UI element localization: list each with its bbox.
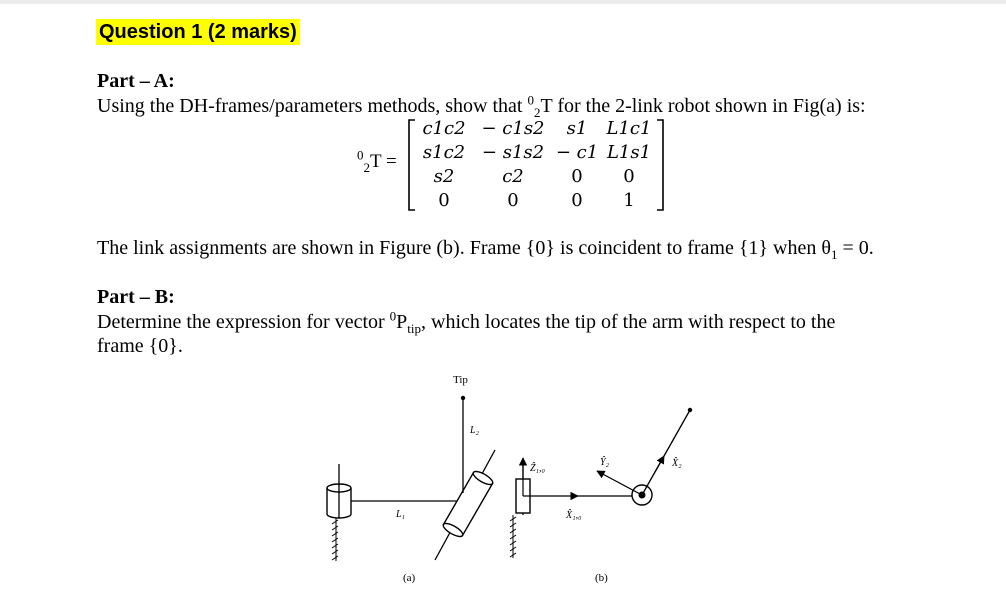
l1-label: L₁ [396, 509, 406, 520]
matrix-cell: s1c2 [422, 142, 466, 163]
matrix-cell: c1c2 [422, 118, 466, 139]
caption-b: (b) [595, 572, 608, 584]
part-b-label: Part – B: [97, 286, 175, 308]
tip-label: Tip [453, 374, 468, 386]
matrix-cell: c2 [502, 166, 524, 187]
y2-label: Ŷ₂ [600, 457, 610, 468]
y2-axis-arrow [597, 471, 642, 495]
link2-b [642, 410, 690, 495]
link-assignment-note: The link assignments are shown in Figure (b). Frame {0} is coincident to frame {1} when $\theta_1 = 0$. [97, 237, 874, 262]
l2-label: L₂ [470, 425, 480, 436]
matrix-cell: − c1 [555, 142, 599, 163]
z10-label: Ẑ₁,₀ [530, 463, 546, 474]
matrix-cell: 0 [507, 190, 519, 211]
matrix-cell: − c1s2 [481, 118, 545, 139]
tip-point [461, 396, 465, 400]
part-b-text: Determine the expression for vector $^0P_{tip}$, which locates the tip of the arm with respect to the [97, 308, 836, 336]
part-a-text: Using the DH-frames/parameters methods, show that $^0_2$T for the 2-link robot shown in Fig(a) is: [97, 92, 866, 120]
transform-matrix [405, 117, 667, 213]
figure-b [510, 408, 692, 584]
caption-a: (a) [403, 572, 416, 584]
ground-hatch-a [332, 518, 338, 561]
matrix-cell: s2 [433, 166, 455, 187]
matrix-lhs: $^0_2$T = [357, 147, 397, 175]
matrix-cell: 0 [438, 190, 450, 211]
matrix-cell: L1c1 [606, 118, 652, 139]
part-b-text-line2: frame {0}. [97, 335, 183, 357]
x2-axis-arrow [655, 456, 664, 472]
ground-hatch-b [510, 515, 516, 558]
matrix-cell: 0 [623, 166, 635, 187]
matrix-cell: − s1s2 [481, 142, 545, 163]
part-a-label: Part – A: [97, 70, 175, 92]
robot-figure [310, 368, 710, 593]
joint2-cylinder [441, 469, 494, 539]
matrix-cell: 0 [571, 166, 583, 187]
top-band [0, 0, 1006, 4]
x2-label: X̂₂ [672, 458, 682, 469]
matrix-cell: s1 [566, 118, 588, 139]
x10-label: X̂₁,₀ [566, 510, 582, 521]
figure-a [327, 374, 495, 584]
question-heading: Question 1 (2 marks) [96, 19, 300, 45]
matrix-cell: 0 [571, 190, 583, 211]
matrix-cell: L1s1 [606, 142, 652, 163]
link2-end [688, 408, 692, 412]
matrix-cell: 1 [623, 190, 635, 211]
